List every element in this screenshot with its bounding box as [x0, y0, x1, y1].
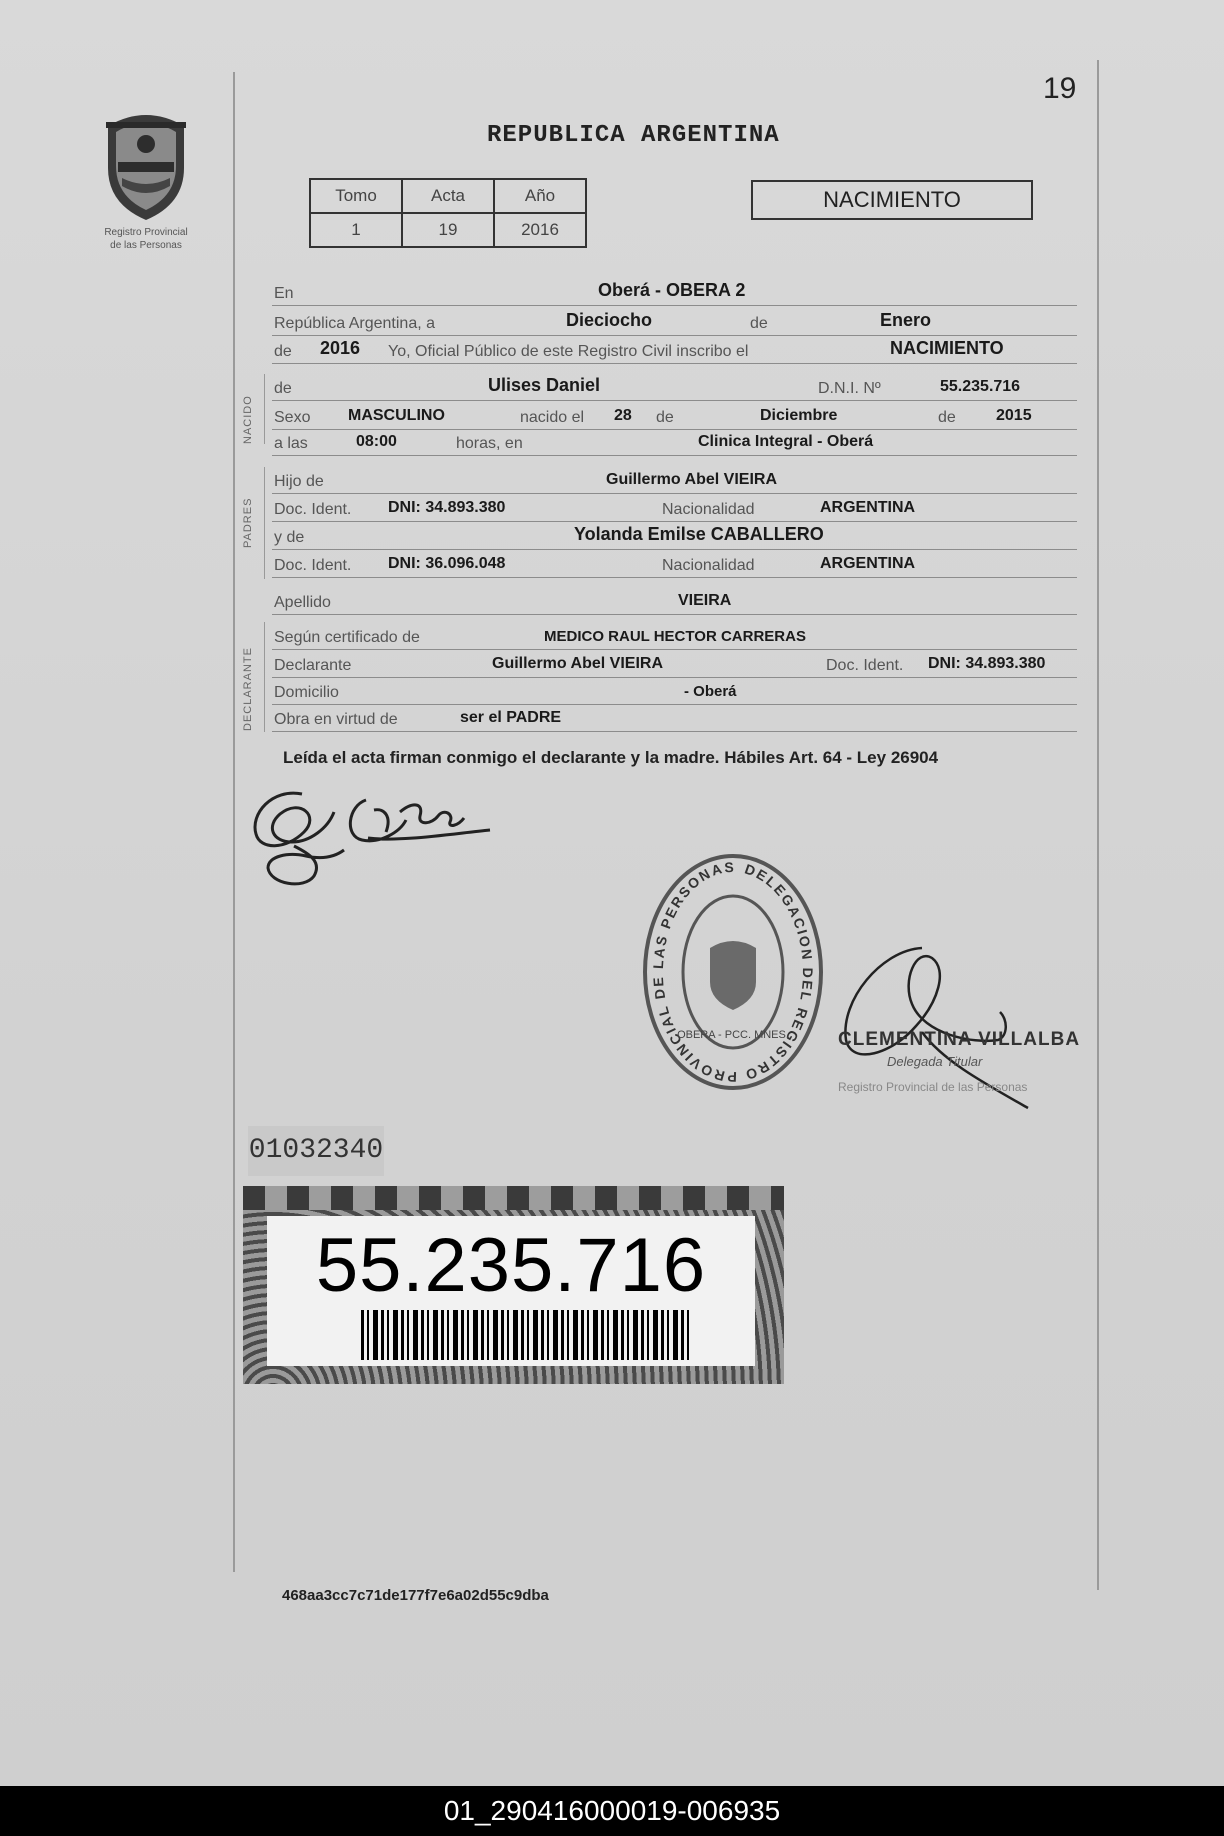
value-sexo: MASCULINO — [348, 407, 445, 424]
value-declarante: Guillermo Abel VIEIRA — [492, 655, 663, 672]
page-number: 19 — [1043, 72, 1077, 105]
registry-header-anio: Año — [494, 179, 586, 213]
value-nac-dia: 28 — [614, 407, 632, 424]
row-apellido — [272, 587, 1077, 615]
right-margin-line — [1097, 60, 1099, 1590]
seal-ring-path-text: DELEGACION DEL REGISTRO PROVINCIAL DE LAS PERSONAS — [649, 858, 817, 1086]
label-de-4: de — [656, 409, 674, 426]
value-anio: 2016 — [320, 338, 361, 358]
row-madre-doc — [272, 550, 1077, 578]
row-certificado — [272, 622, 1077, 650]
security-label-number: 55.235.716 — [315, 1223, 707, 1308]
label-doc-ident-2: Doc. Ident. — [274, 557, 352, 574]
section-divider-2 — [264, 467, 265, 579]
official-title: Delegada Titular — [887, 1054, 983, 1069]
label-de-3: de — [274, 380, 292, 397]
value-declarante-dni: DNI: 34.893.380 — [928, 655, 1046, 672]
value-obra: ser el PADRE — [460, 709, 562, 726]
logo-caption-line-1: Registro Provincial — [104, 227, 188, 238]
registry-value-acta: 19 — [402, 213, 494, 247]
label-domicilio: Domicilio — [274, 684, 339, 701]
value-madre-nacionalidad: ARGENTINA — [820, 555, 916, 572]
label-hijo: Hijo de — [274, 473, 324, 490]
value-lugar: Clinica Integral - Oberá — [698, 433, 874, 450]
logo-caption — [70, 226, 222, 252]
row-domicilio — [272, 677, 1077, 705]
row-nombre — [272, 373, 1077, 401]
registry-header-tomo: Tomo — [310, 179, 402, 213]
label-de-5: de — [938, 409, 956, 426]
value-mes: Enero — [880, 310, 932, 330]
provincial-registry-logo — [96, 108, 196, 223]
row-sexo — [272, 402, 1077, 430]
label-horas-en: horas, en — [456, 435, 523, 452]
row-padre-doc — [272, 494, 1077, 522]
value-nac-mes: Diciembre — [760, 407, 838, 424]
seal-center-text: OBERA - PCC. MNES. — [677, 1029, 789, 1041]
registry-value-tomo: 1 — [310, 213, 402, 247]
registry-header-row — [310, 179, 586, 213]
barcode-icon — [361, 1310, 691, 1360]
label-nacionalidad-1: Nacionalidad — [662, 501, 755, 518]
section-label-nacido: NACIDO — [242, 395, 254, 444]
security-label-face — [267, 1216, 755, 1366]
value-padre-dni: DNI: 34.893.380 — [388, 499, 506, 516]
section-divider-1 — [264, 374, 265, 444]
section-divider-3 — [264, 622, 265, 732]
closing-note: Leída el acta firman conmigo el declarante y la madre. Hábiles Art. 64 - Ley 26904 — [283, 748, 939, 767]
value-padre: Guillermo Abel VIEIRA — [606, 471, 777, 488]
official-registry: Registro Provincial de las Personas — [838, 1080, 1028, 1094]
value-madre-dni: DNI: 36.096.048 — [388, 555, 506, 572]
value-en: Oberá - OBERA 2 — [598, 280, 746, 300]
label-de-1: de — [750, 315, 768, 332]
logo-caption-line-2: de las Personas — [110, 240, 182, 251]
value-apellido: VIEIRA — [678, 592, 732, 609]
registry-value-anio: 2016 — [494, 213, 586, 247]
official-name: CLEMENTINA VILLALBA — [838, 1029, 1081, 1050]
label-doc-ident-3: Doc. Ident. — [826, 657, 904, 674]
row-hijo — [272, 466, 1077, 494]
label-inscribo: Yo, Oficial Público de este Registro Civil inscribo el — [388, 343, 749, 360]
row-republica — [272, 308, 1077, 336]
label-apellido: Apellido — [274, 594, 331, 611]
label-declarante: Declarante — [274, 657, 352, 674]
row-inscribo — [272, 336, 1077, 364]
security-label — [243, 1186, 784, 1384]
label-republica: República Argentina, a — [274, 315, 435, 332]
value-nombre: Ulises Daniel — [488, 375, 601, 395]
label-nacionalidad-2: Nacionalidad — [662, 557, 755, 574]
row-obra — [272, 704, 1077, 732]
label-nacido: nacido el — [520, 409, 585, 426]
label-certificado: Según certificado de — [274, 629, 420, 646]
row-madre — [272, 522, 1077, 550]
official-seal — [638, 850, 828, 1100]
footer-filename: 01_290416000019-006935 — [0, 1786, 1224, 1836]
registry-table — [309, 178, 587, 248]
document-hash: 468aa3cc7c71de177f7e6a02d55c9dba — [282, 1587, 549, 1604]
label-dni: D.N.I. Nº — [818, 380, 881, 397]
security-label-strip — [243, 1186, 784, 1210]
stamp-number: 01032340 — [248, 1126, 384, 1176]
value-certificado: MEDICO RAUL HECTOR CARRERAS — [544, 628, 806, 645]
label-de-2: de — [274, 343, 292, 360]
registry-header-acta: Acta — [402, 179, 494, 213]
section-label-padres: PADRES — [242, 497, 254, 548]
document-title: REPUBLICA ARGENTINA — [487, 122, 780, 149]
label-y-de: y de — [274, 529, 305, 546]
row-declarante — [272, 650, 1077, 678]
label-obra: Obra en virtud de — [274, 711, 398, 728]
value-dia: Dieciocho — [566, 310, 653, 330]
label-a-las: a las — [274, 435, 308, 452]
signature-madre — [340, 792, 500, 852]
left-margin-line — [233, 72, 235, 1572]
row-en — [272, 278, 1077, 306]
row-hora — [272, 428, 1077, 456]
value-hora: 08:00 — [356, 433, 397, 450]
label-doc-ident-1: Doc. Ident. — [274, 501, 352, 518]
registry-value-row — [310, 213, 586, 247]
label-sexo: Sexo — [274, 409, 311, 426]
act-type-box: NACIMIENTO — [751, 180, 1033, 220]
section-label-declarante: DECLARANTE — [242, 647, 254, 731]
label-en: En — [274, 285, 294, 302]
value-dni: 55.235.716 — [940, 378, 1021, 395]
value-madre: Yolanda Emilse CABALLERO — [574, 524, 824, 544]
value-domicilio: - Oberá — [684, 683, 737, 700]
value-tipo: NACIMIENTO — [890, 338, 1004, 358]
value-padre-nacionalidad: ARGENTINA — [820, 499, 916, 516]
value-nac-anio: 2015 — [996, 407, 1032, 424]
